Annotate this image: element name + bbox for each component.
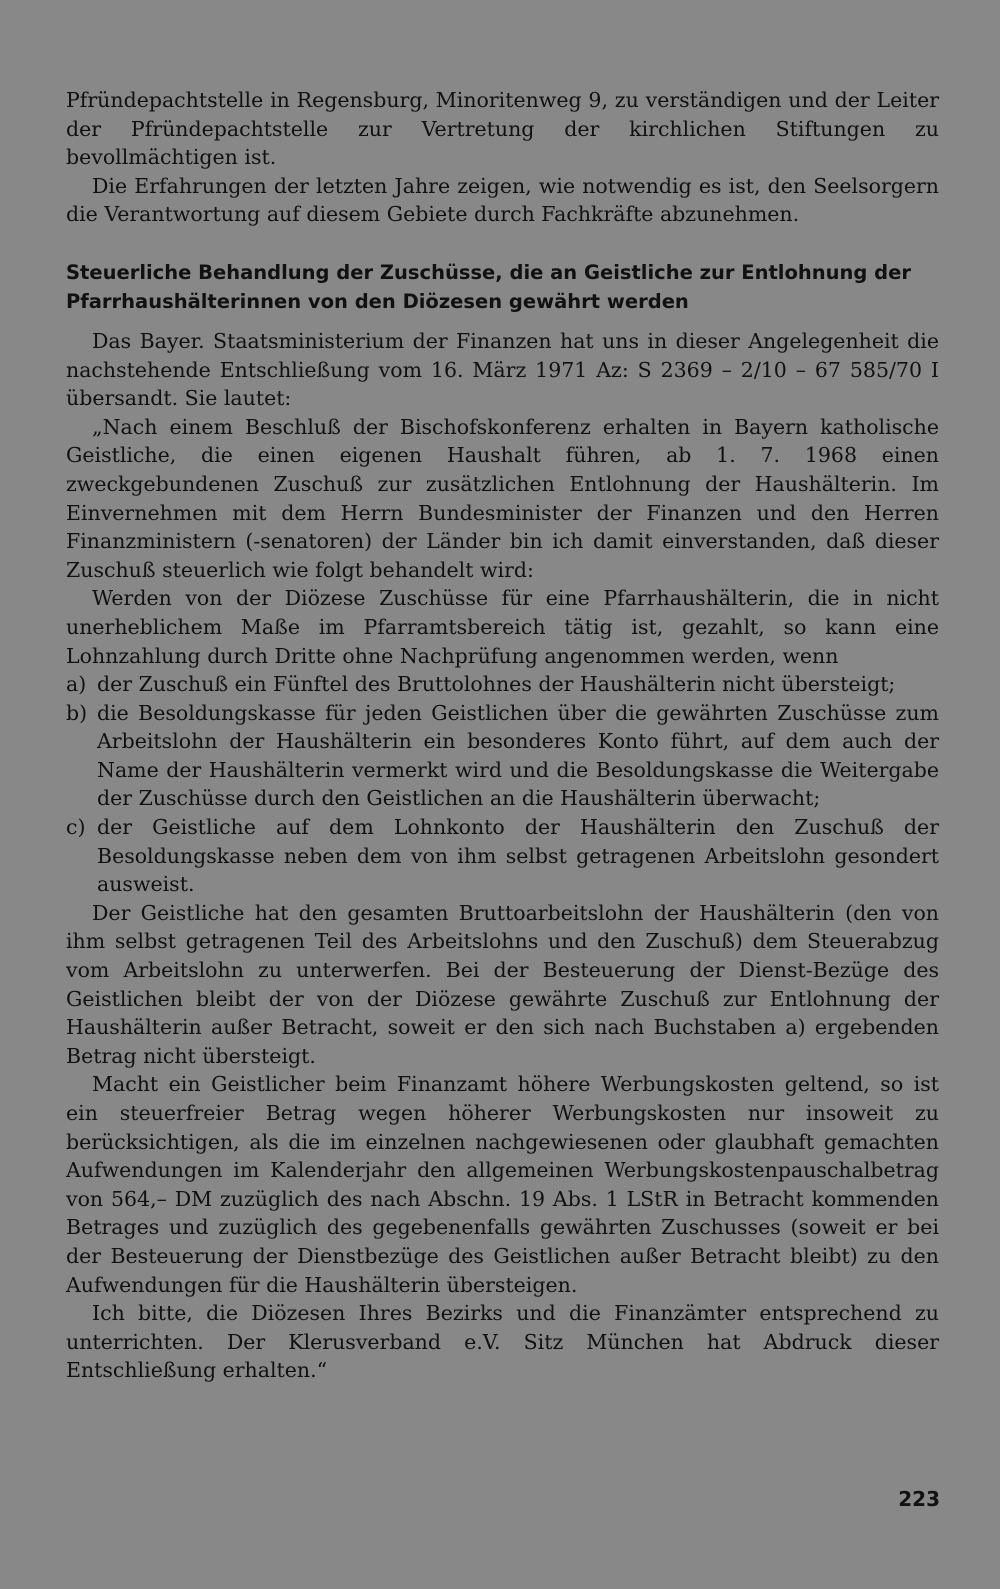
list-marker: a) (66, 672, 87, 697)
list-marker: b) (66, 700, 88, 725)
body-paragraph-1: Das Bayer. Staatsministerium der Finanzen hat uns in dieser Angelegenheit die nachstehende Entschließung vom 16. März 1971 Az: S 2369 – 2/10 – 67 585/70 I übersandt. Sie lautet: (66, 328, 939, 411)
body-paragraph-6: Ich bitte, die Diözesen Ihres Bezirks und die Finanzämter entsprechend zu unterrichten. Der Klerusverband e.V. Sitz München hat Abdruck dieser Entschließung erhalten.“ (66, 1301, 939, 1383)
list-item-b (66, 699, 939, 813)
list-marker: c) (66, 815, 86, 840)
page-number: 223 (898, 1487, 940, 1511)
list-item-text: der Geistliche auf dem Lohnkonto der Haushälterin den Zuschuß der Besoldungskasse neben dem von ihm selbst getragenen Arbeitslohn gesondert ausweist. (97, 815, 939, 897)
list-item-c (66, 813, 939, 899)
body-paragraph-3: Werden von der Diözese Zuschüsse für eine Pfarrhaushälterin, die in nicht unerheblichem Maße im Pfarramtsbereich tätig ist, gezahlt, so kann eine Lohnzahlung durch Dritte ohne Nachprüfung angenommen werden, wenn (66, 586, 939, 668)
list-item-text: der Zuschuß ein Fünftel des Bruttolohnes der Haushälterin nicht übersteigt; (97, 672, 896, 697)
list-item-text: die Besoldungskasse für jeden Geistlichen über die gewährten Zuschüsse zum Arbeitslohn der Haushälterin ein besonderes Konto führt, auf dem auch der Name der Haushälterin vermerkt wird und die Besoldungskasse die Weitergabe der Zuschüsse durch den Geistlichen an die Haushälterin überwacht; (97, 700, 939, 811)
list-item-a (66, 670, 939, 699)
document-page (66, 86, 939, 1385)
body-paragraph-4: Der Geistliche hat den gesamten Bruttoarbeitslohn der Haushälterin (den von ihm selbst getragenen Teil des Arbeitslohns und den Zuschuß) dem Steuerabzug vom Arbeitslohn zu unterwerfen. Bei der Besteuerung der Dienst-Bezüge des Geistlichen bleibt der von der Diözese gewährte Zuschuß zur Entlohnung der Haushälterin außer Betracht, soweit er den sich nach Buchstaben a) ergebenden Betrag nicht übersteigt. (66, 900, 939, 1068)
body-paragraph-5: Macht ein Geistlicher beim Finanzamt höhere Werbungskosten geltend, so ist ein steuerfreier Betrag wegen höherer Werbungskosten nur insoweit zu berücksichtigen, als die im einzelnen nachgewiesenen oder glaubhaft gemachten Aufwendungen im Kalenderjahr den allgemeinen Werbungskostenpauschalbetrag von 564,– DM zuzüglich des nach Abschn. 19 Abs. 1 LStR in Betracht kommenden Betrages und zuzüglich des gegebenenfalls gewährten Zuschusses (soweit er bei der Besteuerung der Dienstbezüge des Geistlichen außer Betracht bleibt) zu den Aufwendungen für die Haushälterin übersteigen. (66, 1072, 939, 1297)
section-heading: Steuerliche Behandlung der Zuschüsse, die an Geistliche zur Entlohnung der Pfarrhaushälterinnen von den Diözesen gewährt werden (66, 260, 911, 313)
body-paragraph-2: „Nach einem Beschluß der Bischofskonferenz erhalten in Bayern katholische Geistliche, die einen eigenen Haushalt führen, ab 1. 7. 1968 einen zweckgebundenen Zuschuß zur zusätzlichen Entlohnung der Haushälterin. Im Einvernehmen mit dem Herrn Bundesminister der Finanzen und den Herren Finanzministern (-senatoren) der Länder bin ich damit einverstanden, daß dieser Zuschuß steuerlich wie folgt behandelt wird: (66, 414, 939, 582)
intro-paragraph-2: Die Erfahrungen der letzten Jahre zeigen, wie notwendig es ist, den Seelsorgern die Verantwortung auf diesem Gebiete durch Fachkräfte abzunehmen. (66, 173, 939, 227)
intro-paragraph-1: Pfründepachtstelle in Regensburg, Minoritenweg 9, zu verständigen und der Leiter der Pfründepachtstelle zur Vertretung der kirchlichen Stiftungen zu bevollmächtigen ist. (66, 88, 939, 170)
